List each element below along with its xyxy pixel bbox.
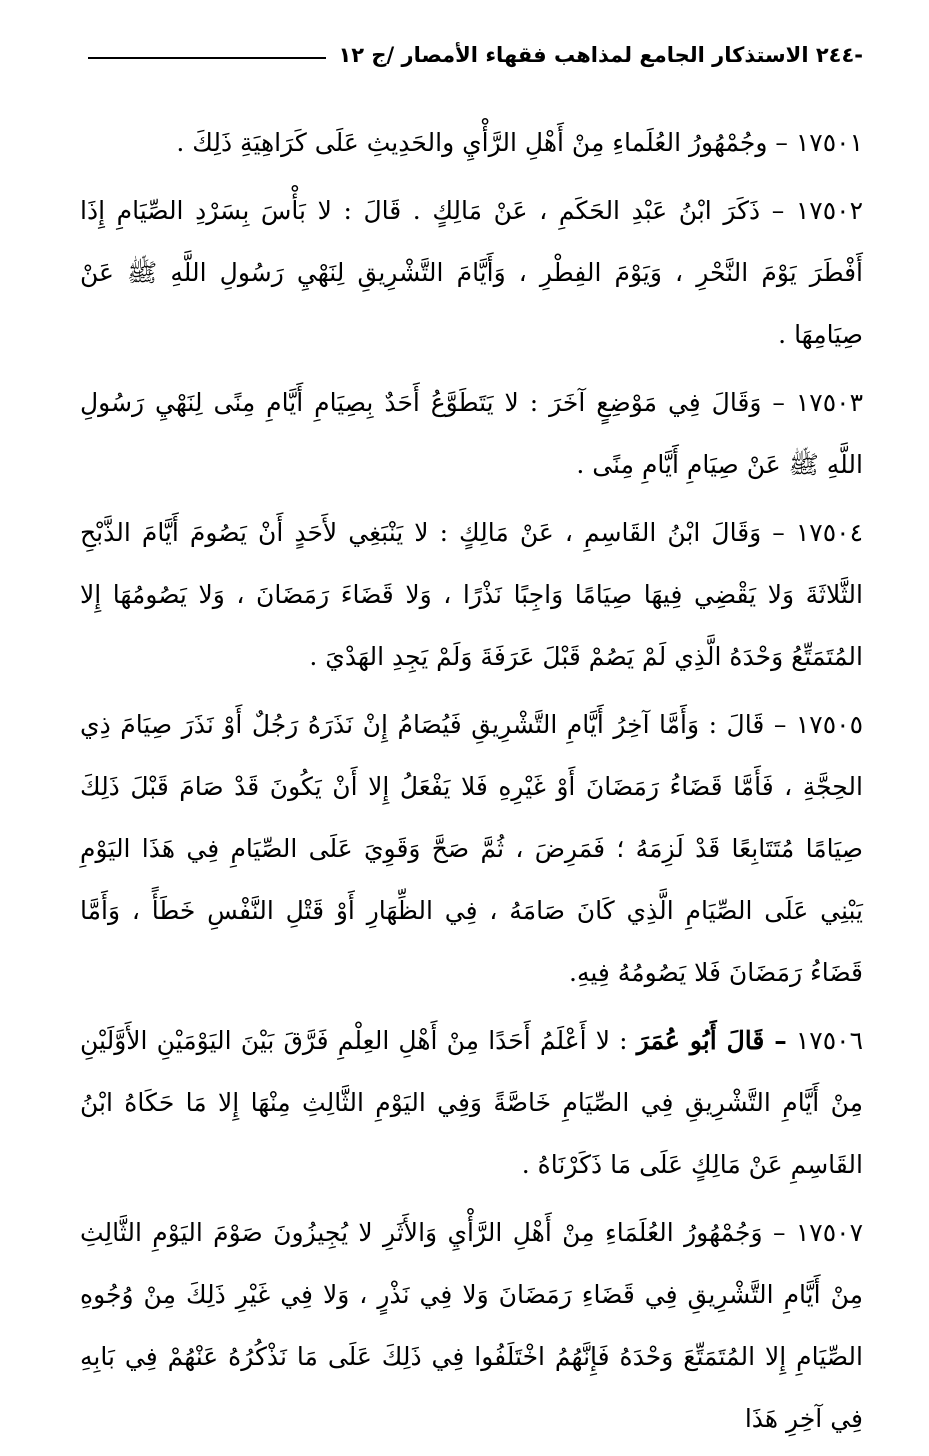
header-rule bbox=[88, 57, 326, 59]
paragraph-number: ١٧٥٠٧ bbox=[795, 1218, 863, 1247]
paragraph-17507 bbox=[80, 1202, 863, 1450]
paragraph-number: ١٧٥٠٣ bbox=[795, 388, 863, 417]
paragraph-text: – قَالَ : وَأَمَّا آخِرُ أَيَّامِ التَّشْرِيقِ فَيُصَامُ إِنْ نَذَرَهُ رَجُلٌ أَوْ نَذَرَ صِيَامَ ذِي الحِجَّةِ ، فَأَمَّا قَضَاءُ رَمَضَانَ أَوْ غَيْرِهِ فَلا يَفْعَلُ إِلا أَنْ يَكُونَ قَدْ صَامَ قَبْلَ ذَلِكَ صِيَامًا مُتَتَابِعًا قَدْ لَزِمَهُ ؛ فَمَرِضَ ، ثُمَّ صَحَّ وَقَوِيَ عَلَى الصِّيَامِ فِي هَذَا اليَوْمِ يَبْنِي عَلَى الصِّيَامِ الَّذِي كَانَ صَامَهُ ، فِي الظِّهَارِ أَوْ قَتْلِ النَّفْسِ خَطَأً ، وَأَمَّا قَضَاءُ رَمَضَانَ فَلا يَصُومُهُ فِيهِ. bbox=[80, 710, 863, 987]
paragraph-speaker: – قَالَ أَبُو عُمَرَ bbox=[636, 1026, 787, 1055]
paragraph-number: ١٧٥٠٢ bbox=[795, 196, 864, 225]
paragraph-text: – وَقَالَ فِي مَوْضِعٍ آخَرَ : لا يَتَطَوَّعُ أَحَدٌ بِصِيَامِ أَيَّامِ مِنًى لِنَهْيِ رَسُولِ اللَّهِ ﷺ عَنْ صِيَامِ أَيَّامِ مِنًى . bbox=[80, 388, 863, 479]
page-body bbox=[80, 112, 863, 1456]
paragraph-number: ١٧٥٠١ bbox=[795, 128, 863, 157]
paragraph-17504 bbox=[80, 502, 863, 688]
paragraph-number: ١٧٥٠٤ bbox=[795, 518, 863, 547]
paragraph-17503 bbox=[80, 372, 863, 496]
paragraph-number: ١٧٥٠٥ bbox=[795, 710, 863, 739]
paragraph-number: ١٧٥٠٦ bbox=[795, 1026, 864, 1055]
paragraph-text: – وَجُمْهُورُ العُلَمَاءِ مِنْ أَهْلِ الرَّأْيِ وَالأَثَرِ لا يُجِيزُونَ صَوْمَ اليَوْمِ الثَّالِثِ مِنْ أَيَّامِ التَّشْرِيقِ فِي قَضَاءِ رَمَضَانَ وَلا فِي نَذْرٍ ، وَلا فِي غَيْرِ ذَلِكَ مِنْ وُجُوهِ الصِّيَامِ إِلا المُتَمَتِّعَ وَحْدَهُ فَإِنَّهُمُ اخْتَلَفُوا فِي ذَلِكَ عَلَى مَا نَذْكُرُهُ عَنْهُمْ فِي بَابِهِ فِي آخِرِ هَذَا bbox=[80, 1218, 863, 1433]
page-header-title: -٢٤٤ الاستذكار الجامع لمذاهب فقهاء الأمصار /ج ١٢ bbox=[338, 43, 863, 67]
paragraph-17502 bbox=[80, 180, 863, 366]
running-header bbox=[88, 38, 863, 72]
paragraph-text: : لا أَعْلَمُ أَحَدًا مِنْ أَهْلِ العِلْمِ فَرَّقَ بَيْنَ اليَوْمَيْنِ الأَوَّلَيْنِ مِنْ أَيَّامِ التَّشْرِيقِ فِي الصِّيَامِ خَاصَّةً وَفِي اليَوْمِ الثَّالِثِ مِنْهَا إِلا مَا حَكَاهُ ابْنُ القَاسِمِ عَنْ مَالِكٍ عَلَى مَا ذَكَرْنَاهُ . bbox=[80, 1026, 863, 1179]
paragraph-text: – وجُمْهُورُ العُلَماءِ مِنْ أَهْلِ الرَّأْيِ والحَدِيثِ عَلَى كَرَاهِيَةِ ذَلِكَ . bbox=[176, 128, 788, 157]
paragraph-text: – وَقَالَ ابْنُ القَاسِمِ ، عَنْ مَالِكٍ : لا يَنْبَغِي لأَحَدٍ أَنْ يَصُومَ أَيَّامَ الذَّبْحِ الثَّلاثَةَ وَلا يَقْضِي فِيهَا صِيَامًا وَاجِبًا نَذْرًا ، وَلا قَضَاءَ رَمَضَانَ ، وَلا يَصُومُهَا إِلا المُتَمَتِّعُ وَحْدَهُ الَّذِي لَمْ يَصُمْ قَبْلَ عَرَفَةَ وَلَمْ يَجِدِ الهَدْيَ . bbox=[80, 518, 863, 671]
paragraph-17501 bbox=[80, 112, 863, 174]
paragraph-17506 bbox=[80, 1010, 863, 1196]
paragraph-text: – ذَكَرَ ابْنُ عَبْدِ الحَكَمِ ، عَنْ مَالِكٍ . قَالَ : لا بَأْسَ بِسَرْدِ الصِّيَامِ إِذَا أَفْطَرَ يَوْمَ النَّحْرِ ، وَيَوْمَ الفِطْرِ ، وَأَيَّامَ التَّشْرِيقِ لِنَهْيِ رَسُولِ اللَّهِ ﷺ عَنْ صِيَامِهَا . bbox=[80, 196, 863, 349]
paragraph-17505 bbox=[80, 694, 863, 1004]
